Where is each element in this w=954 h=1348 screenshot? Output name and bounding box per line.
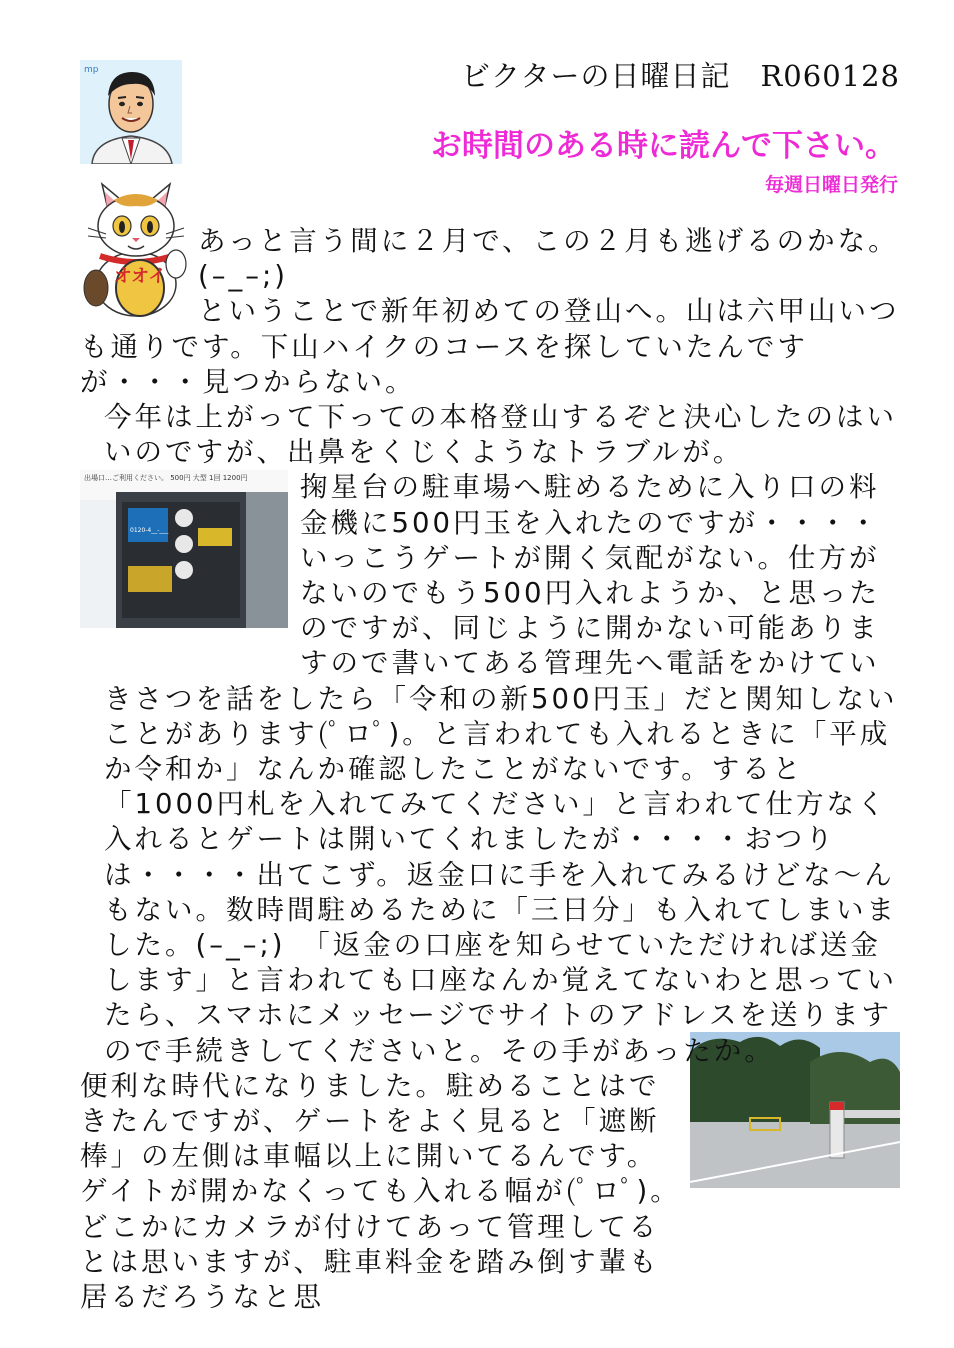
coin-text: オオイ: [113, 266, 167, 287]
issue-note: 毎週日曜日発行: [764, 174, 898, 196]
diary-title: ビクターの日曜日記 R060128: [461, 59, 900, 93]
subtitle: お時間のある時に読んで下さい。: [431, 128, 896, 164]
meter-float-spacer: [80, 480, 300, 650]
lot-float-spacer: [682, 1089, 902, 1261]
photo-phone: 0120-4__-___: [130, 527, 169, 534]
cat-float-spacer: [80, 224, 198, 316]
photo-sign-text: 出場口…ご利用ください。 500円 大型 1回 1200円: [84, 474, 248, 482]
diary-body: [80, 224, 902, 1315]
paragraph-4: 掬星台の駐車場へ駐めるために入り口の料金機に500円玉を入れたのですが・・・・いっこうゲートが開く気配がない。仕方がないのでもう500円入れようか、と思ったのですが、同じように開かない可能ありますので書いてある管理先へ電話をかけていきさつを話をしたら「令和の新500円玉」だと関知しないことがあります(ﾟロﾟ)。と言われても入れるときに「平成か令和か」なんか確認したことがないです。すると「1000円札を入れてみてください」と言われて仕方なく入れるとゲートは開いてくれましたが・・・・おつりは・・・・出てこず。返金口に手を入れてみるけどな～んもない。数時間駐めるために「三日分」も入れてしまいました。(–_–;) 「返金の口座を知らせていただければ送金します」と言われても口座なんか覚えてないわと思っていたら、スマホにメッセージでサイトのアドレスを送りますので手続きしてくださいと。その手があったか。: [104, 471, 898, 1067]
paragraph-5: 便利な時代になりました。駐めることはできたんですが、ゲートをよく見ると「遮断棒」の左側は車幅以上に開いてるんです。ゲイトが開かなくっても入れる幅が(ﾟロﾟ)。どこかにカメラが付けてあって管理してるとは思いますが、駐車料金を踏み倒す輩も居るだろうなと思: [80, 1069, 681, 1314]
paragraph-3: 今年は上がって下っての本格登山するぞと決心したのはいいのですが、出鼻をくじくようなトラブルが。: [104, 401, 897, 469]
paragraph-2: ということで新年初めての登山へ。山は六甲山いつも通りです。下山ハイクのコースを探していたんですが・・・見つからない。: [80, 295, 900, 398]
logo-mark: mp: [84, 65, 99, 75]
man-portrait-icon: [80, 60, 182, 164]
paragraph-1: あっと言う間に２月で、この２月も逃げるのかな。(–_–;): [198, 225, 899, 293]
